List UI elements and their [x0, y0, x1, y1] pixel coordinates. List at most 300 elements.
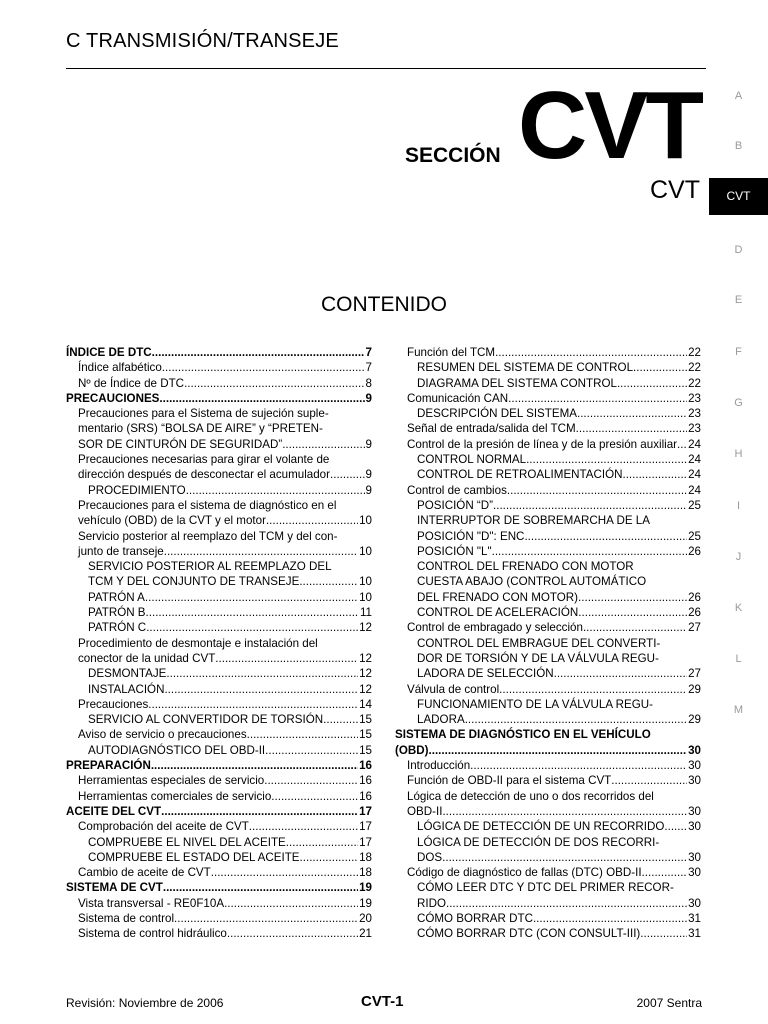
toc-leader-dots [227, 926, 358, 941]
side-tab-j[interactable]: J [735, 551, 742, 563]
toc-leader-dots [145, 590, 358, 605]
toc-entry-page: 24 [688, 453, 701, 467]
toc-entry-page: 30 [688, 743, 701, 757]
toc-leader-dots [265, 743, 358, 758]
toc-leader-dots [299, 574, 358, 589]
toc-entry[interactable] [66, 911, 372, 926]
toc-entry-text: FUNCIONAMIENTO DE LA VÁLVULA REGU- [417, 697, 654, 711]
toc-entry-page: 18 [359, 866, 372, 880]
toc-entry[interactable] [395, 896, 701, 911]
toc-entry[interactable] [395, 727, 701, 742]
toc-entry-text: Servicio posterior al reemplazo del TCM y del con- [78, 529, 338, 543]
toc-entry-text: dirección después de desconectar el acumulador [78, 468, 330, 482]
toc-leader-dots [146, 620, 358, 635]
toc-entry-page: 9 [365, 437, 372, 451]
toc-entry-text: RIDO [417, 896, 446, 910]
toc-entry[interactable] [395, 911, 701, 926]
toc-entry-text: Función de OBD-II para el sistema CVT [407, 774, 612, 788]
toc-leader-dots [442, 804, 687, 819]
section-header: C TRANSMISIÓN/TRANSEJE [66, 30, 339, 52]
toc-leader-dots [583, 620, 687, 635]
toc-entry-text: Precauciones para el Sistema de sujeción suple- [78, 407, 329, 421]
side-tab-d[interactable]: D [734, 244, 743, 256]
toc-entry-page: 24 [688, 483, 701, 497]
toc-leader-dots [148, 697, 358, 712]
toc-entry-text: Válvula de control [407, 682, 500, 696]
toc-entry-text: SISTEMA DE CVT [66, 881, 163, 895]
toc-leader-dots [577, 406, 687, 421]
toc-entry[interactable] [66, 727, 372, 742]
toc-left-column [66, 345, 372, 942]
toc-leader-dots [526, 452, 687, 467]
toc-leader-dots [159, 391, 364, 406]
toc-entry[interactable] [66, 529, 372, 544]
toc-leader-dots [446, 896, 687, 911]
footer-revision: Revisión: Noviembre de 2006 [66, 996, 224, 1010]
toc-entry-page: 29 [688, 682, 701, 696]
toc-entry[interactable] [66, 391, 372, 406]
toc-entry-text: Lógica de detección de uno o dos recorridos del [407, 789, 654, 803]
side-tab-cvt[interactable]: CVT [709, 178, 768, 215]
toc-entry-text: DIAGRAMA DEL SISTEMA CONTROL [417, 376, 617, 390]
toc-leader-dots [617, 376, 687, 391]
toc-entry[interactable] [66, 926, 372, 941]
toc-entry-text: DESMONTAJE [88, 667, 167, 681]
toc-entry-page: 22 [688, 361, 701, 375]
toc-entry-page: 19 [359, 881, 372, 895]
toc-leader-dots [578, 605, 687, 620]
toc-entry-text: DESCRIPCIÓN DEL SISTEMA [417, 407, 577, 421]
toc-entry-text: conector de la unidad CVT [78, 651, 216, 665]
toc-entry[interactable] [395, 926, 701, 941]
toc-entry[interactable] [66, 758, 372, 773]
toc-entry[interactable] [66, 437, 372, 452]
toc-entry-page: 21 [359, 927, 372, 941]
toc-entry-page: 23 [688, 422, 701, 436]
toc-leader-dots [495, 345, 687, 360]
toc-entry-text: POSICIÓN "L" [417, 544, 492, 558]
seccion-label: SECCIÓN [405, 144, 501, 167]
toc-entry-page: 27 [688, 667, 701, 681]
toc-entry[interactable] [66, 574, 372, 589]
toc-entry-text: Señal de entrada/salida del TCM [407, 422, 576, 436]
toc-entry-text: PROCEDIMIENTO [88, 483, 186, 497]
toc-leader-dots [470, 758, 687, 773]
toc-entry-page: 30 [688, 759, 701, 773]
toc-entry[interactable] [395, 360, 701, 375]
toc-entry-text: LÓGICA DE DETECCIÓN DE UN RECORRIDO [417, 820, 665, 834]
toc-entry-page: 10 [359, 544, 372, 558]
toc-entry[interactable] [395, 345, 701, 360]
toc-entry-page: 17 [359, 820, 372, 834]
toc-entry-page: 30 [688, 850, 701, 864]
toc-entry-text: Herramientas comerciales de servicio [78, 789, 272, 803]
toc-entry-text: DOS [417, 850, 443, 864]
toc-entry[interactable] [395, 437, 701, 452]
toc-entry[interactable] [66, 880, 372, 895]
toc-entry-text: SERVICIO AL CONVERTIDOR DE TORSIÓN [88, 713, 324, 727]
toc-leader-dots [264, 773, 358, 788]
toc-entry[interactable] [66, 819, 372, 834]
toc-entry[interactable] [395, 513, 701, 528]
toc-entry[interactable] [395, 758, 701, 773]
toc-leader-dots [323, 712, 358, 727]
toc-entry[interactable] [66, 620, 372, 635]
toc-leader-dots [186, 483, 365, 498]
toc-entry-page: 7 [365, 346, 372, 359]
toc-entry-text: PATRÓN B [88, 606, 146, 620]
toc-leader-dots [151, 758, 358, 773]
toc-entry[interactable] [66, 498, 372, 513]
toc-leader-dots [146, 605, 359, 620]
toc-entry-page: 30 [688, 774, 701, 788]
contents-title: CONTENIDO [321, 293, 447, 316]
section-code: CVT [518, 72, 701, 179]
toc-leader-dots [622, 467, 687, 482]
toc-entry-text: CÓMO BORRAR DTC (CON CONSULT-III) [417, 927, 641, 941]
toc-entry[interactable] [395, 682, 701, 697]
toc-entry-text: Sistema de control [78, 911, 175, 925]
toc-entry[interactable] [66, 421, 372, 436]
toc-leader-dots [554, 666, 688, 681]
toc-entry-text: RESUMEN DEL SISTEMA DE CONTROL [417, 361, 634, 375]
toc-entry-text: Herramientas especiales de servicio [78, 774, 265, 788]
toc-entry[interactable] [395, 743, 701, 758]
toc-entry[interactable] [66, 804, 372, 819]
toc-leader-dots [429, 743, 688, 758]
toc-entry[interactable] [395, 421, 701, 436]
toc-entry-text: COMPRUEBE EL NIVEL DEL ACEITE [88, 835, 286, 849]
toc-entry-text: CÓMO BORRAR DTC [417, 911, 533, 925]
toc-entry[interactable] [66, 544, 372, 559]
toc-entry[interactable] [395, 712, 701, 727]
toc-entry-page: 24 [688, 468, 701, 482]
toc-entry-text: mentario (SRS) “BOLSA DE AIRE” y “PRETEN- [78, 422, 323, 436]
toc-leader-dots [664, 819, 687, 834]
toc-entry-text: LADORA [417, 713, 465, 727]
toc-leader-dots [282, 437, 364, 452]
toc-entry-page: 26 [688, 590, 701, 604]
toc-leader-dots [442, 850, 687, 865]
toc-leader-dots [499, 682, 687, 697]
toc-leader-dots [286, 835, 358, 850]
toc-entry-page: 26 [688, 606, 701, 620]
toc-entry-page: 15 [359, 743, 372, 757]
toc-entry-page: 10 [359, 575, 372, 589]
toc-leader-dots [184, 376, 364, 391]
toc-leader-dots [224, 896, 358, 911]
toc-entry-page: 19 [359, 896, 372, 910]
toc-entry-page: 24 [688, 437, 701, 451]
toc-entry[interactable] [395, 590, 701, 605]
toc-entry[interactable] [395, 697, 701, 712]
toc-entry[interactable] [66, 743, 372, 758]
toc-leader-dots [533, 911, 687, 926]
toc-entry[interactable] [395, 559, 701, 574]
toc-entry[interactable] [395, 850, 701, 865]
side-tab-k[interactable]: K [734, 602, 743, 614]
toc-leader-dots [211, 865, 358, 880]
toc-entry-page: 23 [688, 391, 701, 405]
toc-entry-text: Código de diagnóstico de fallas (DTC) OBD-II. [407, 866, 645, 880]
toc-leader-dots [271, 789, 358, 804]
toc-entry[interactable] [395, 376, 701, 391]
toc-entry-text: Precauciones [78, 697, 149, 711]
toc-leader-dots [640, 926, 687, 941]
toc-entry[interactable] [395, 529, 701, 544]
toc-entry-page: 27 [688, 621, 701, 635]
toc-entry-page: 18 [359, 850, 372, 864]
toc-entry[interactable] [395, 605, 701, 620]
toc-right-column [395, 345, 701, 942]
toc-entry[interactable] [66, 896, 372, 911]
toc-entry-page: 20 [359, 911, 372, 925]
toc-entry-page: 16 [359, 789, 372, 803]
toc-entry-text: Función del TCM [407, 346, 496, 359]
toc-entry-text: DOR DE TORSIÓN Y DE LA VÁLVULA REGU- [417, 651, 659, 665]
toc-entry-text: vehículo (OBD) de la CVT y el motor [78, 514, 266, 528]
toc-leader-dots [166, 666, 358, 681]
toc-entry-page: 11 [359, 606, 372, 620]
toc-entry-page: 10 [359, 514, 372, 528]
toc-entry-page: 12 [359, 682, 372, 696]
toc-entry-text: Comprobación del aceite de CVT [78, 820, 249, 834]
toc-entry-text: CONTROL DEL FRENADO CON MOTOR [417, 560, 634, 574]
toc-entry[interactable] [395, 620, 701, 635]
toc-leader-dots [524, 529, 687, 544]
toc-leader-dots [507, 483, 687, 498]
side-tab-f[interactable]: F [735, 346, 742, 358]
toc-entry-text: Aviso de servicio o precauciones [78, 728, 247, 742]
toc-entry-page: 22 [688, 346, 701, 359]
toc-entry[interactable] [66, 360, 372, 375]
toc-entry-text: Control de cambios [407, 483, 507, 497]
side-tab-e[interactable]: E [734, 294, 743, 306]
toc-entry-text: ÍNDICE DE DTC [66, 346, 152, 359]
toc-entry[interactable] [395, 452, 701, 467]
toc-entry-page: 30 [688, 804, 701, 818]
footer-page-number: CVT-1 [361, 993, 404, 1010]
toc-entry-page: 30 [688, 866, 701, 880]
toc-entry[interactable] [66, 636, 372, 651]
toc-entry-text: Comunicación CAN [407, 391, 509, 405]
toc-entry-text: (OBD) [395, 743, 429, 757]
side-tab-g[interactable]: G [734, 397, 743, 409]
side-tab-h[interactable]: H [734, 448, 743, 460]
toc-leader-dots [174, 911, 358, 926]
toc-entry-page: 17 [359, 835, 372, 849]
toc-entry[interactable] [66, 835, 372, 850]
toc-leader-dots [677, 437, 687, 452]
toc-entry[interactable] [395, 789, 701, 804]
toc-entry-text: CONTROL NORMAL [417, 453, 527, 467]
toc-entry-page: 16 [359, 759, 372, 773]
toc-entry[interactable] [395, 467, 701, 482]
toc-entry-text: TCM Y DEL CONJUNTO DE TRANSEJE [88, 575, 300, 589]
toc-leader-dots [492, 544, 688, 559]
toc-entry-text: SOR DE CINTURÓN DE SEGURIDAD” [78, 437, 283, 451]
toc-leader-dots [611, 773, 687, 788]
toc-entry-text: Control de la presión de línea y de la presión auxiliar [407, 437, 678, 451]
toc-entry-page: 9 [365, 483, 372, 497]
toc-entry[interactable] [66, 682, 372, 697]
toc-entry-text: CONTROL DE RETROALIMENTACIÓN [417, 468, 623, 482]
toc-entry[interactable] [395, 498, 701, 513]
toc-entry[interactable] [66, 789, 372, 804]
toc-entry[interactable] [66, 559, 372, 574]
toc-entry[interactable] [66, 712, 372, 727]
toc-entry[interactable] [66, 345, 372, 360]
toc-entry-text: Control de embragado y selección [407, 621, 583, 635]
toc-entry[interactable] [395, 544, 701, 559]
toc-entry-text: PATRÓN A [88, 590, 145, 604]
toc-entry[interactable] [395, 636, 701, 651]
toc-leader-dots [633, 360, 687, 375]
toc-entry-text: POSICIÓN “D” [417, 498, 494, 512]
toc-entry-text: Vista transversal - RE0F10A [78, 896, 225, 910]
toc-entry[interactable] [66, 850, 372, 865]
toc-entry-text: CONTROL DEL EMBRAGUE DEL CONVERTI- [417, 636, 661, 650]
toc-entry-text: Procedimiento de desmontaje e instalación del [78, 636, 318, 650]
toc-entry[interactable] [395, 406, 701, 421]
toc-entry-page: 30 [688, 896, 701, 910]
toc-entry-page: 10 [359, 590, 372, 604]
toc-entry-text: CUESTA ABAJO (CONTROL AUTOMÁTICO [417, 575, 647, 589]
toc-entry-text: Nº de Índice de DTC [78, 376, 185, 390]
side-tab-m[interactable]: M [733, 704, 744, 716]
toc-entry-page: 17 [359, 804, 372, 818]
toc-entry-text: COMPRUEBE EL ESTADO DEL ACEITE [88, 850, 300, 864]
toc-entry-page: 15 [359, 728, 372, 742]
toc-entry-text: INTERRUPTOR DE SOBREMARCHA DE LA [417, 514, 650, 528]
toc-entry[interactable] [66, 406, 372, 421]
toc-entry[interactable] [66, 376, 372, 391]
toc-leader-dots [247, 727, 358, 742]
toc-entry[interactable] [395, 651, 701, 666]
toc-entry[interactable] [66, 452, 372, 467]
toc-entry-text: junto de transeje [78, 544, 164, 558]
toc-entry-page: 25 [688, 529, 701, 543]
toc-entry-page: 15 [359, 713, 372, 727]
toc-leader-dots [163, 880, 358, 895]
toc-entry[interactable] [395, 773, 701, 788]
toc-entry-text: Precauciones necesarias para girar el volante de [78, 453, 330, 467]
toc-entry-text: LÓGICA DE DETECCIÓN DE DOS RECORRI- [417, 835, 660, 849]
toc-entry-text: CONTROL DE ACELERACIÓN [417, 606, 579, 620]
toc-entry-text: PATRÓN C [88, 621, 147, 635]
toc-leader-dots [576, 421, 687, 436]
toc-entry-text: PREPARACIÓN [66, 759, 151, 773]
toc-entry[interactable] [395, 391, 701, 406]
toc-entry-page: 8 [365, 376, 372, 390]
toc-leader-dots [493, 498, 687, 513]
toc-entry-text: LADORA DE SELECCIÓN [417, 667, 554, 681]
toc-entry[interactable] [66, 483, 372, 498]
toc-leader-dots [578, 590, 687, 605]
toc-leader-dots [508, 391, 687, 406]
toc-entry-text: Índice alfabético [78, 361, 162, 375]
toc-entry[interactable] [66, 590, 372, 605]
toc-leader-dots [645, 865, 687, 880]
toc-entry-page: 23 [688, 407, 701, 421]
toc-entry[interactable] [395, 819, 701, 834]
toc-entry-text: Cambio de aceite de CVT [78, 866, 211, 880]
toc-leader-dots [215, 651, 358, 666]
toc-leader-dots [300, 850, 359, 865]
toc-entry-page: 25 [688, 498, 701, 512]
toc-entry-text: Precauciones para el sistema de diagnóstico en el [78, 498, 337, 512]
toc-entry-page: 9 [365, 391, 372, 405]
toc-entry-page: 12 [359, 651, 372, 665]
toc-entry-page: 12 [359, 667, 372, 681]
toc-entry[interactable] [395, 835, 701, 850]
toc-entry-page: 29 [688, 713, 701, 727]
toc-entry[interactable] [395, 666, 701, 681]
toc-entry[interactable] [66, 605, 372, 620]
toc-entry[interactable] [66, 773, 372, 788]
toc-entry-page: 12 [359, 621, 372, 635]
toc-entry-text: CÓMO LEER DTC Y DTC DEL PRIMER RECOR- [417, 881, 674, 895]
toc-entry[interactable] [66, 513, 372, 528]
toc-entry-text: OBD-II [407, 804, 443, 818]
section-subtitle: CVT [650, 176, 700, 204]
toc-leader-dots [161, 804, 358, 819]
toc-entry[interactable] [66, 697, 372, 712]
toc-entry-text: INSTALACIÓN [88, 682, 165, 696]
toc-leader-dots [266, 513, 358, 528]
toc-entry-page: 31 [688, 911, 701, 925]
toc-entry[interactable] [395, 865, 701, 880]
toc-entry[interactable] [66, 651, 372, 666]
toc-entry[interactable] [395, 880, 701, 895]
toc-entry-page: 9 [365, 468, 372, 482]
toc-leader-dots [465, 712, 687, 727]
toc-leader-dots [152, 345, 365, 360]
toc-entry-text: POSICIÓN "D": ENC [417, 529, 525, 543]
toc-entry-text: DEL FRENADO CON MOTOR) [417, 590, 579, 604]
toc-leader-dots [162, 360, 365, 375]
side-tab-a[interactable]: A [734, 90, 743, 102]
toc-entry[interactable] [66, 467, 372, 482]
toc-entry-text: SERVICIO POSTERIOR AL REEMPLAZO DEL [88, 560, 332, 574]
side-tab-b[interactable]: B [734, 140, 743, 152]
toc-leader-dots [164, 682, 358, 697]
toc-entry-text: AUTODIAGNÓSTICO DEL OBD-II [88, 743, 266, 757]
toc-entry[interactable] [395, 483, 701, 498]
toc-entry-page: 16 [359, 774, 372, 788]
toc-entry[interactable] [395, 804, 701, 819]
toc-entry-text: Introducción [407, 759, 471, 773]
toc-entry-text: PRECAUCIONES [66, 391, 160, 405]
toc-leader-dots [164, 544, 358, 559]
toc-entry-page: 14 [359, 697, 372, 711]
toc-entry-text: SISTEMA DE DIAGNÓSTICO EN EL VEHÍCULO [395, 728, 651, 742]
toc-entry[interactable] [66, 666, 372, 681]
toc-entry-page: 26 [688, 544, 701, 558]
toc-entry-page: 22 [688, 376, 701, 390]
toc-entry[interactable] [395, 574, 701, 589]
toc-entry-text: Sistema de control hidráulico [78, 927, 227, 941]
side-tab-l[interactable]: L [735, 653, 742, 665]
toc-entry[interactable] [66, 865, 372, 880]
toc-entry-text: ACEITE DEL CVT [66, 804, 162, 818]
toc-entry-page: 31 [688, 927, 701, 941]
toc-leader-dots [330, 467, 365, 482]
side-tab-i[interactable]: I [736, 500, 741, 512]
toc-entry-page: 7 [365, 361, 372, 375]
toc-entry-page: 30 [688, 820, 701, 834]
header-rule [66, 68, 706, 69]
